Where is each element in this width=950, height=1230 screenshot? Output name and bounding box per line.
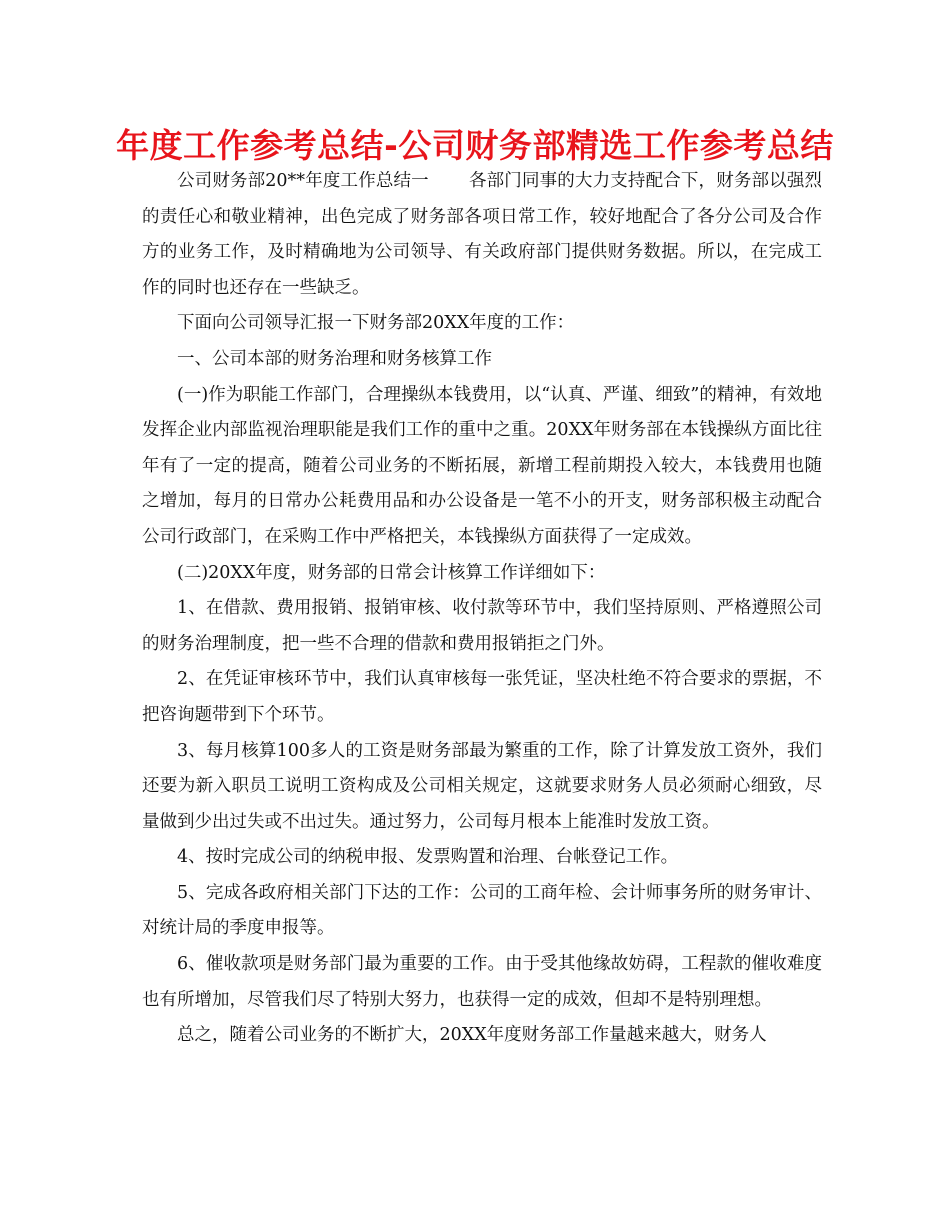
- list-item: 5、完成各政府相关部门下达的工作：公司的工商年检、会计师事务所的财务审计、对统计局的季度申报等。: [142, 882, 822, 939]
- list-item: 3、每月核算100多人的工资是财务部最为繁重的工作，除了计算发放工资外，我们还要为新入职员工说明工资构成及公司相关规定，这就要求财务人员必须耐心细致，尽量做到少出过失或不出过失。通过努力，公司每月根本上能准时发放工资。: [142, 740, 822, 832]
- list-item: 6、催收款项是财务部门最为重要的工作。由于受其他缘故妨碍，工程款的催收难度也有所增加，尽管我们尽了特别大努力，也获得一定的成效，但却不是特别理想。: [142, 954, 822, 1010]
- paragraph: 总之，随着公司业务的不断扩大，20XX年度财务部工作量越来越大，财务人: [177, 1025, 767, 1046]
- document-title: 年度工作参考总结-公司财务部精选工作参考总结: [116, 126, 834, 165]
- paragraph: 下面向公司领导汇报一下财务部20XX年度的工作：: [177, 313, 575, 334]
- intro-paragraph: [142, 164, 822, 306]
- paragraph: (一)作为职能工作部门，合理操纵本钱费用，以“认真、严谨、细致”的精神，有效地发挥企业内部监视治理职能是我们工作的重中之重。20XX年财务部在本钱操纵方面比往年有了一定的提高，随着公司业务的不断拓展，新增工程前期投入较大，本钱费用也随之增加，每月的日常办公耗费用品和办公设备是一笔不小的开支，财务部积极主动配合公司行政部门，在采购工作中严格把关，本钱操纵方面获得了一定成效。: [142, 384, 822, 547]
- list-item: 2、在凭证审核环节中，我们认真审核每一张凭证，坚决杜绝不符合要求的票据，不把咨询题带到下个环节。: [142, 669, 822, 725]
- paragraph: (二)20XX年度，财务部的日常会计核算工作详细如下：: [177, 562, 606, 583]
- section-heading: 一、公司本部的财务治理和财务核算工作: [177, 348, 492, 369]
- document-body: [142, 164, 822, 1054]
- list-item: 1、在借款、费用报销、报销审核、收付款等环节中，我们坚持原则、严格遵照公司的财务治理制度，把一些不合理的借款和费用报销拒之门外。: [142, 598, 822, 654]
- intro-part-2: 各部门同事的大力支持配合下，财务部以强烈的责任心和敬业精神，出色完成了财务部各项日常工作，较好地配合了各分公司及合作方的业务工作，及时精确地为公司领导、有关政府部门提供财务数据。所以，在完成工作的同时也还存在一些缺乏。: [142, 171, 822, 298]
- intro-part-1: 公司财务部20**年度工作总结一: [177, 171, 429, 191]
- list-item: 4、按时完成公司的纳税申报、发票购置和治理、台帐登记工作。: [177, 847, 679, 868]
